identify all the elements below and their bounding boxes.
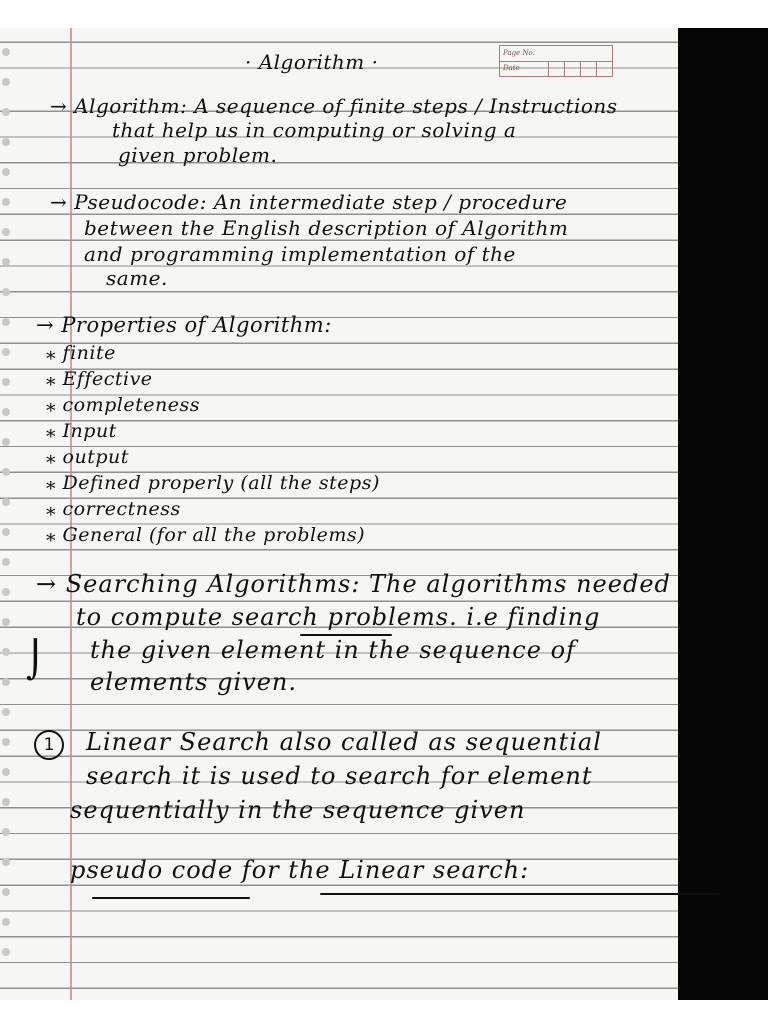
page-number-label: Page No.	[503, 49, 535, 57]
pseudocode-definition-line: and programming implementation of the	[84, 242, 516, 266]
property-item: ⁎ finite	[46, 342, 116, 364]
binding-hole	[2, 378, 10, 386]
pseudocode-definition-line: same.	[106, 266, 168, 290]
linear-search-line: sequentially in the sequence given	[70, 796, 526, 824]
property-item: ⁎ completeness	[46, 394, 200, 416]
page-number-box	[499, 45, 613, 77]
algorithm-definition-line: given problem.	[118, 143, 278, 167]
binding-hole	[2, 78, 10, 86]
binding-hole	[2, 168, 10, 176]
algorithm-definition-line: that help us in computing or solving a	[112, 118, 517, 142]
binding-hole	[2, 108, 10, 116]
property-item: ⁎ Defined properly (all the steps)	[46, 472, 380, 494]
binding-hole	[2, 708, 10, 716]
binding-hole	[2, 288, 10, 296]
heading-underline	[320, 893, 720, 895]
binding-hole	[2, 858, 10, 866]
binding-hole	[2, 888, 10, 896]
binding-hole	[2, 498, 10, 506]
algorithm-definition-line: → Algorithm: A sequence of finite steps / Instructions	[50, 94, 618, 118]
page-box-divider	[596, 61, 597, 77]
binding-hole	[2, 348, 10, 356]
binding-hole	[2, 678, 10, 686]
binding-hole	[2, 408, 10, 416]
property-item: ⁎ Input	[46, 420, 117, 442]
searching-definition-line: the given element in the sequence of	[90, 636, 576, 664]
date-label: Date	[503, 64, 520, 72]
heading-underline	[92, 897, 250, 899]
binding-hole	[2, 228, 10, 236]
binding-hole	[2, 468, 10, 476]
binding-hole	[2, 438, 10, 446]
binding-holes	[0, 40, 14, 1000]
searching-definition-line: elements given.	[90, 668, 297, 696]
page-box-divider	[548, 61, 549, 77]
page-shadow	[678, 28, 768, 1000]
property-item: ⁎ Effective	[46, 368, 153, 390]
binding-hole	[2, 258, 10, 266]
binding-hole	[2, 528, 10, 536]
binding-hole	[2, 318, 10, 326]
properties-heading: → Properties of Algorithm:	[36, 313, 332, 337]
binding-hole	[2, 768, 10, 776]
page-box-divider	[580, 61, 581, 77]
binding-hole	[2, 948, 10, 956]
linear-search-line: Linear Search also called as sequential	[86, 728, 602, 756]
bracket-arrow-icon: ⌡	[26, 640, 45, 681]
binding-hole	[2, 138, 10, 146]
searching-definition-line: to compute search problems. i.e finding	[76, 603, 601, 631]
item-number-badge: 1	[34, 730, 64, 760]
page-box-divider	[564, 61, 565, 77]
pseudocode-definition-line: → Pseudocode: An intermediate step / procedure	[50, 190, 568, 214]
binding-hole	[2, 828, 10, 836]
searching-definition-line: → Searching Algorithms: The algorithms needed	[36, 570, 671, 598]
pseudocode-linear-search-heading: pseudo code for the Linear search:	[70, 856, 530, 884]
property-item: ⁎ correctness	[46, 498, 181, 520]
binding-hole	[2, 648, 10, 656]
pseudocode-definition-line: between the English description of Algorithm	[84, 216, 569, 240]
binding-hole	[2, 588, 10, 596]
property-item: ⁎ output	[46, 446, 129, 468]
binding-hole	[2, 918, 10, 926]
property-item: ⁎ General (for all the problems)	[46, 524, 365, 546]
page-title: · Algorithm ·	[245, 50, 379, 74]
binding-hole	[2, 798, 10, 806]
binding-hole	[2, 198, 10, 206]
binding-hole	[2, 558, 10, 566]
binding-hole	[2, 738, 10, 746]
linear-search-line: search it is used to search for element	[86, 762, 593, 790]
binding-hole	[2, 48, 10, 56]
binding-hole	[2, 618, 10, 626]
